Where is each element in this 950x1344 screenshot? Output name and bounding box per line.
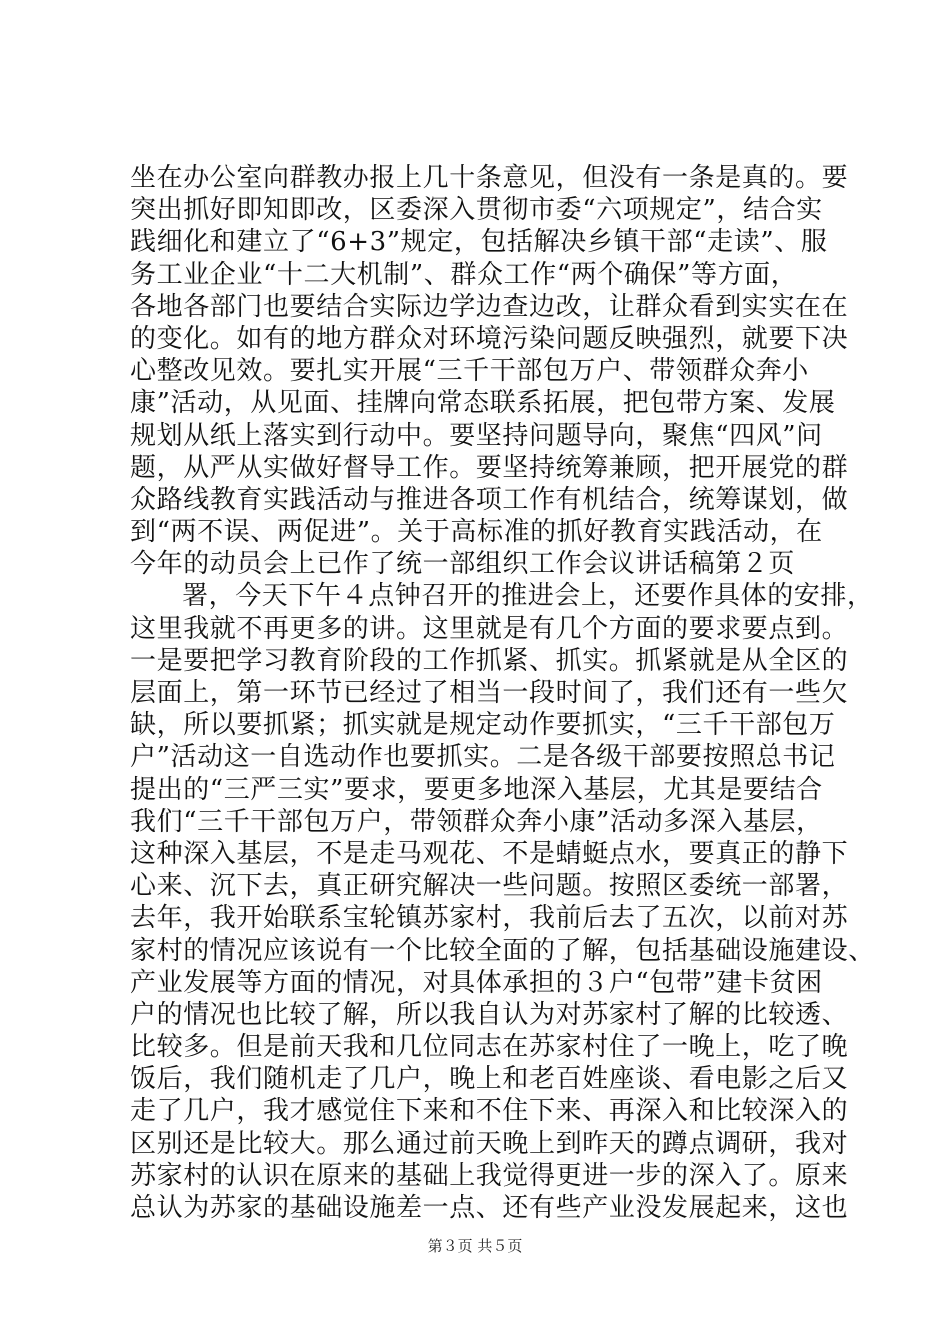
text-line: 比较多。但是前天我和几位同志在苏家村住了一晚上，吃了晚 bbox=[130, 1032, 849, 1063]
text-line: 各地各部门也要结合实际边学边查边改，让群众看到实实在在 bbox=[130, 291, 849, 322]
text-line: 务工业企业“十二大机制”、群众工作“两个确保”等方面， bbox=[130, 259, 798, 290]
document-body bbox=[130, 162, 875, 1224]
text-line: 提出的“三严三实”要求，要更多地深入基层，尤其是要结合 bbox=[130, 774, 823, 805]
text-line: 心来、沉下去，真正研究解决一些问题。按照区委统一部署， bbox=[130, 871, 849, 902]
text-line: 这里我就不再更多的讲。这里就是有几个方面的要求要点到。 bbox=[130, 613, 849, 644]
text-line: 突出抓好即知即改，区委深入贯彻市委“六项规定”，结合实 bbox=[130, 195, 823, 226]
text-line: 区别还是比较大。那么通过前天晚上到昨天的蹲点调研，我对 bbox=[130, 1128, 849, 1159]
text-line: 缺，所以要抓紧；抓实就是规定动作要抓实，“三千干部包万 bbox=[130, 710, 836, 741]
text-line: 规划从纸上落实到行动中。要坚持问题导向，聚焦“四风”问 bbox=[130, 420, 823, 451]
paragraph-2 bbox=[130, 580, 875, 1224]
text-line: 众路线教育实践活动与推进各项工作有机结合，统筹谋划，做 bbox=[130, 484, 849, 515]
text-line: 户”活动这一自选动作也要抓实。二是各级干部要按照总书记 bbox=[130, 742, 836, 773]
text-line: 的变化。如有的地方群众对环境污染问题反映强烈，就要下决 bbox=[130, 323, 849, 354]
text-line: 我们“三千干部包万户，带领群众奔小康”活动多深入基层， bbox=[130, 806, 823, 837]
text-line: 苏家村的认识在原来的基础上我觉得更进一步的深入了。原来 bbox=[130, 1160, 849, 1191]
text-line: 心整改见效。要扎实开展“三千干部包万户、带领群众奔小 bbox=[130, 356, 809, 387]
text-line: 产业发展等方面的情况，对具体承担的３户“包带”建卡贫困 bbox=[130, 967, 823, 998]
text-line: 到“两不误、两促进”。关于高标准的抓好教育实践活动，在 bbox=[130, 517, 823, 548]
text-line: 一是要把学习教育阶段的工作抓紧、抓实。抓紧就是从全区的 bbox=[130, 645, 849, 676]
text-line: 总认为苏家的基础设施差一点、还有些产业没发展起来，这也 bbox=[130, 1193, 849, 1223]
text-line: 饭后，我们随机走了几户，晚上和老百姓座谈、看电影之后又 bbox=[130, 1064, 849, 1095]
text-line: 坐在办公室向群教办报上几十条意见，但没有一条是真的。要 bbox=[130, 163, 849, 193]
text-line: 题，从严从实做好督导工作。要坚持统筹兼顾，把开展党的群 bbox=[130, 452, 849, 483]
text-line: 今年的动员会上已作了统一部组织工作会议讲话稿第２页 bbox=[130, 549, 796, 580]
text-line: 署，今天下午４点钟召开的推进会上，还要作具体的安排， bbox=[182, 581, 874, 612]
text-line: 践细化和建立了“6+3”规定，包括解决乡镇干部“走读”、服 bbox=[130, 227, 828, 258]
page-footer: 第３页 共５页 bbox=[427, 1237, 523, 1255]
paragraph-1 bbox=[130, 162, 849, 580]
text-line: 去年，我开始联系宝轮镇苏家村，我前后去了五次，以前对苏 bbox=[130, 903, 849, 934]
text-line: 康”活动，从见面、挂牌向常态联系拓展，把包带方案、发展 bbox=[130, 388, 836, 419]
text-line: 家村的情况应该说有一个比较全面的了解，包括基础设施建设、 bbox=[130, 935, 875, 966]
text-line: 户的情况也比较了解，所以我自认为对苏家村了解的比较透、 bbox=[130, 999, 849, 1030]
text-line: 层面上，第一环节已经过了相当一段时间了，我们还有一些欠 bbox=[130, 678, 849, 708]
text-line: 走了几户，我才感觉住下来和不住下来、再深入和比较深入的 bbox=[130, 1096, 849, 1127]
text-line: 这种深入基层，不是走马观花、不是蜻蜓点水，要真正的静下 bbox=[130, 838, 849, 869]
